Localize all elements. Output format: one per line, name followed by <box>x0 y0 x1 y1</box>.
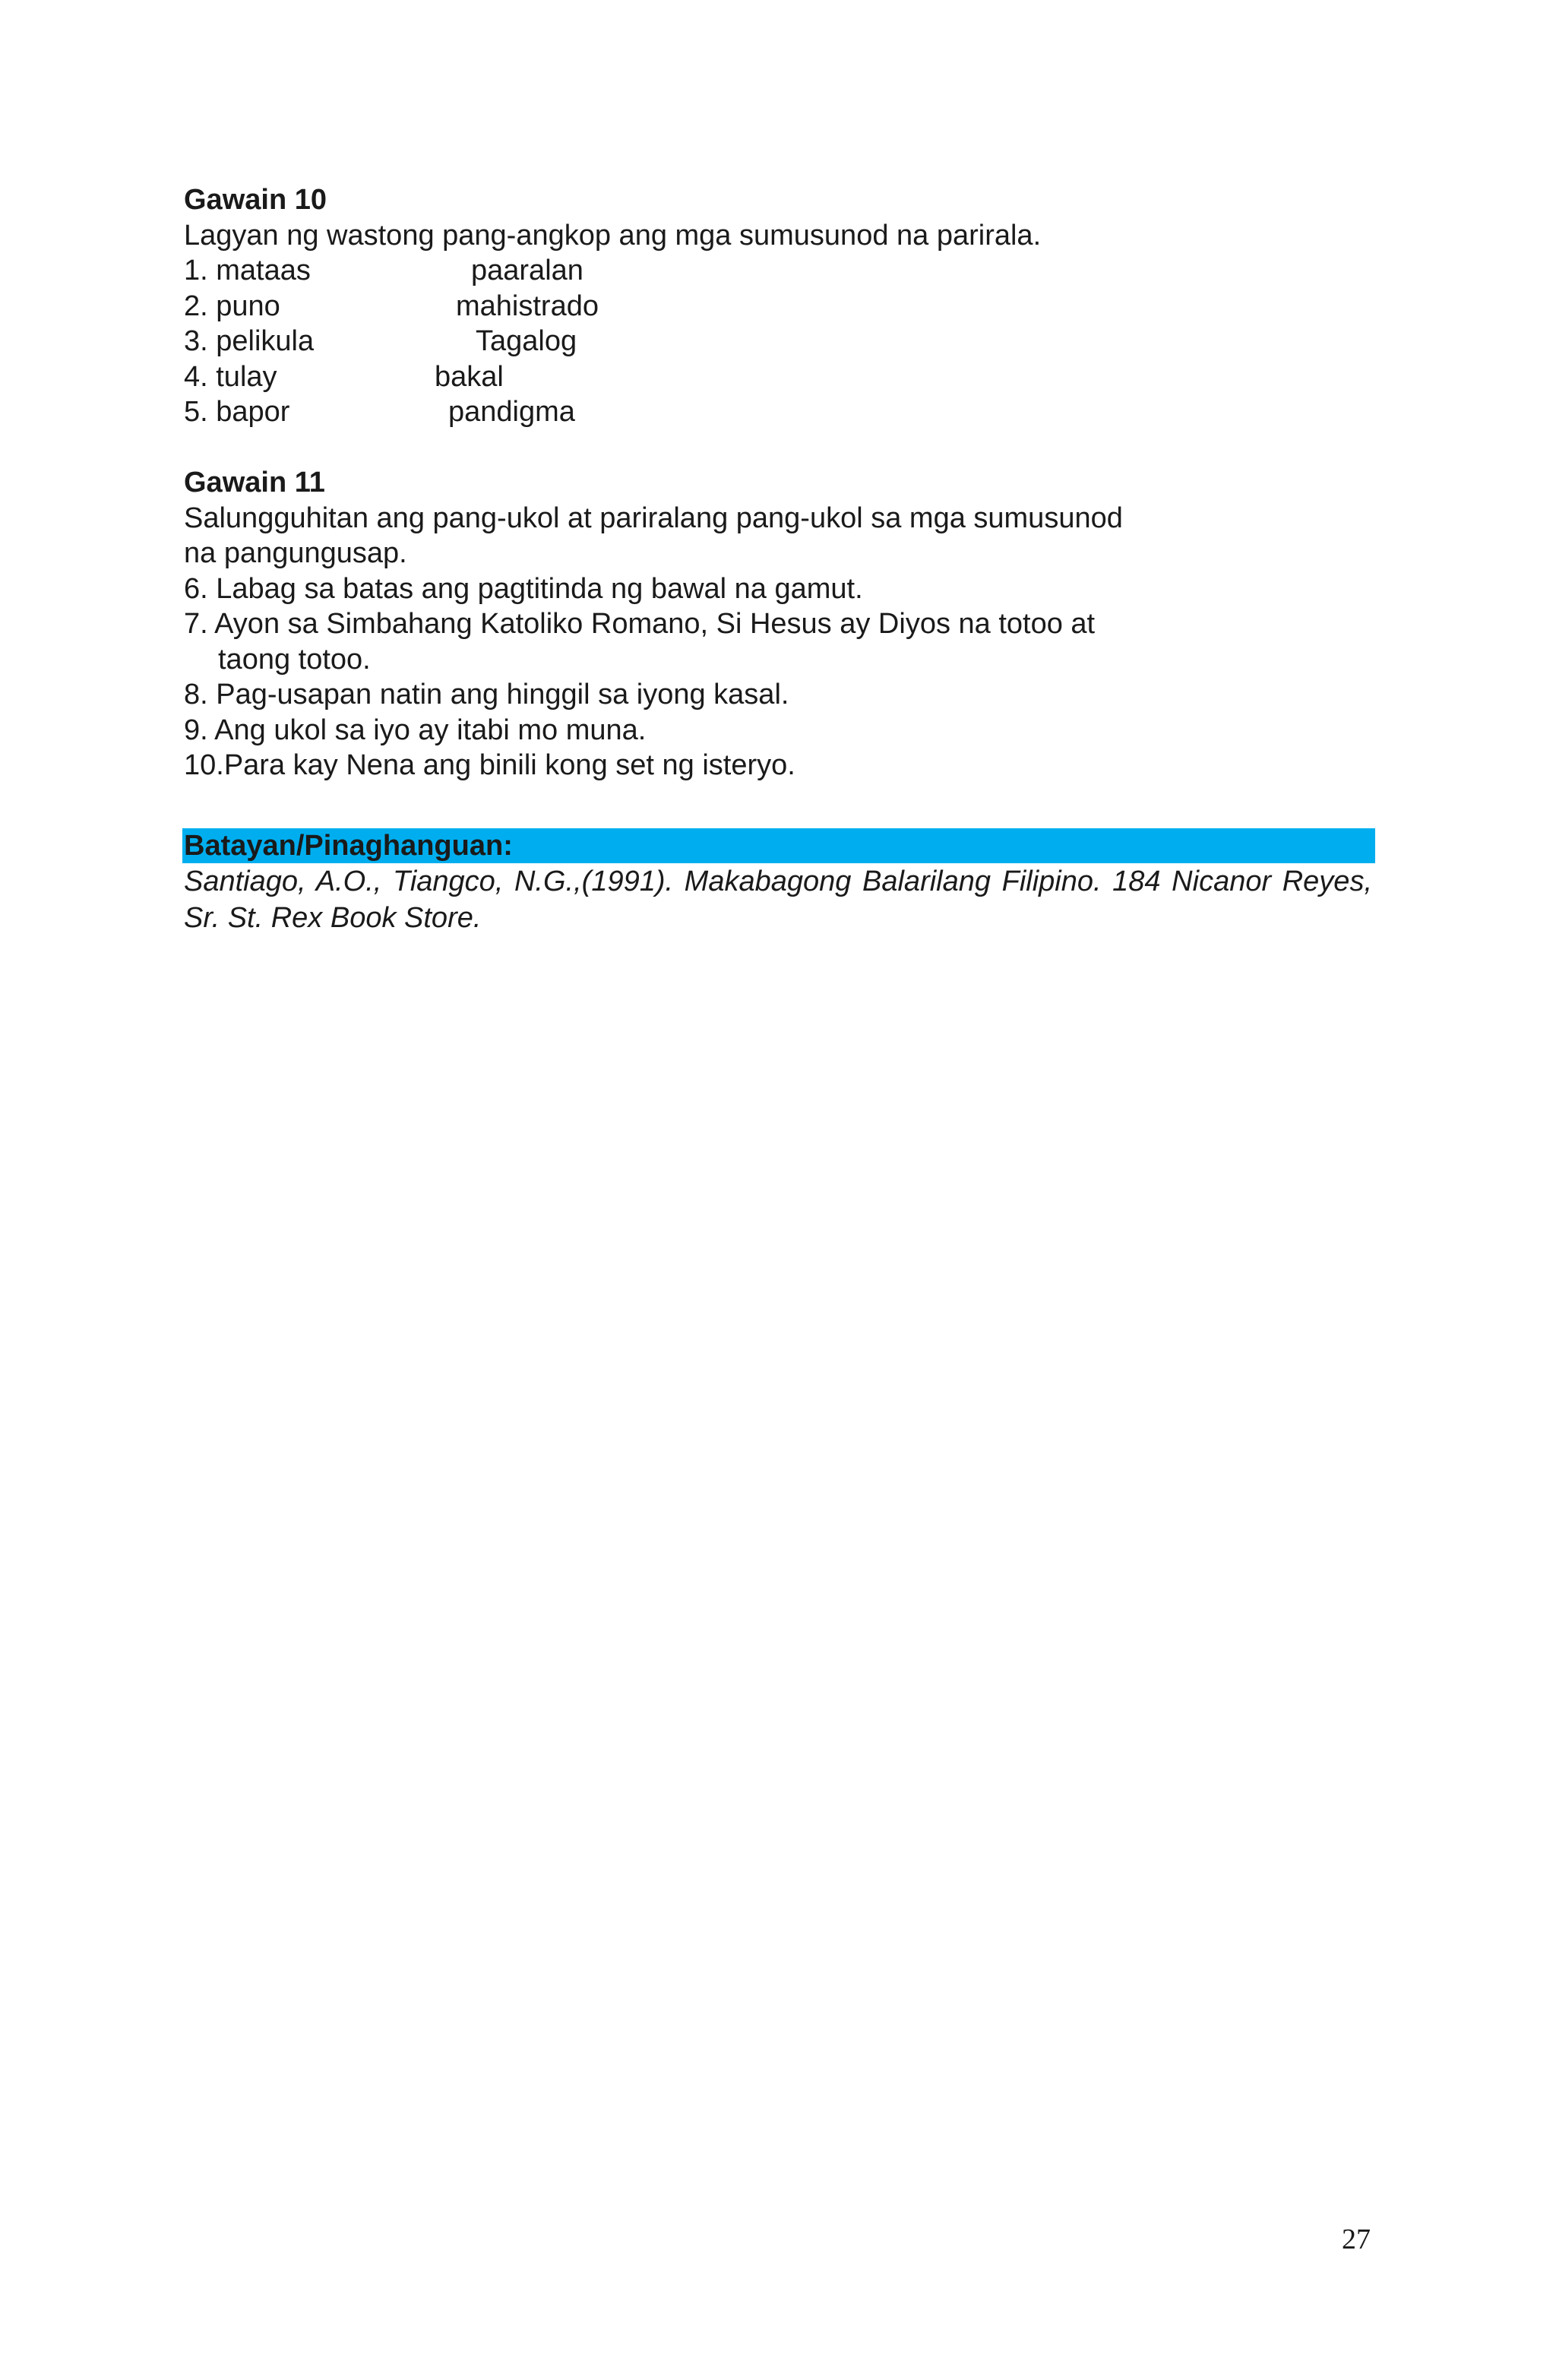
gawain-11-item: 10.Para kay Nena ang binili kong set ng isteryo. <box>184 749 795 781</box>
item-pair: paaralan <box>471 255 584 286</box>
gawain-11-instruction: Salungguhitan ang pang-ukol at pariralang pang-ukol sa mga sumusunod <box>184 502 1123 534</box>
item-pair: mahistrado <box>456 290 599 322</box>
reference-citation: Santiago, A.O., Tiangco, N.G.,(1991). Makabagong Balarilang Filipino. 184 Nicanor Reyes, Sr. St. Rex Book Store. <box>184 866 1372 934</box>
gawain-10-instruction: Lagyan ng wastong pang-angkop ang mga sumusunod na parirala. <box>184 219 1042 252</box>
gawain-11-item: 9. Ang ukol sa iyo ay itabi mo muna. <box>184 714 647 746</box>
item-pair: bakal <box>435 360 504 393</box>
gawain-11-instruction-continued: na pangungusap. <box>184 537 407 569</box>
gawain-10-section <box>184 182 1374 430</box>
reference-heading-highlight <box>182 828 1375 863</box>
item-pair: pandigma <box>448 396 575 428</box>
item-word: 4. tulay <box>184 360 277 393</box>
gawain-10-title: Gawain 10 <box>184 184 327 216</box>
gawain-10-item <box>184 359 1374 395</box>
item-word: 5. bapor <box>184 396 290 428</box>
gawain-11-item: 8. Pag-usapan natin ang hinggil sa iyong kasal. <box>184 679 789 711</box>
item-word: 1. mataas <box>184 255 311 286</box>
gawain-10-item <box>184 394 1374 430</box>
gawain-10-item <box>184 289 1374 324</box>
reference-heading: Batayan/Pinaghanguan: <box>184 830 513 862</box>
item-pair: Tagalog <box>476 325 577 357</box>
gawain-11-item: 6. Labag sa batas ang pagtitinda ng bawal na gamut. <box>184 572 863 605</box>
item-word: 3. pelikula <box>184 325 315 357</box>
item-word: 2. puno <box>184 290 280 322</box>
gawain-11-title: Gawain 11 <box>184 467 325 498</box>
gawain-11-section <box>184 465 1374 783</box>
page-number: 27 <box>1342 2223 1371 2255</box>
gawain-10-item <box>184 253 1374 289</box>
gawain-11-item: 7. Ayon sa Simbahang Katoliko Romano, Si Hesus ay Diyos na totoo at <box>184 608 1096 640</box>
gawain-11-item-continued: taong totoo. <box>218 643 371 676</box>
gawain-10-item <box>184 324 1374 359</box>
